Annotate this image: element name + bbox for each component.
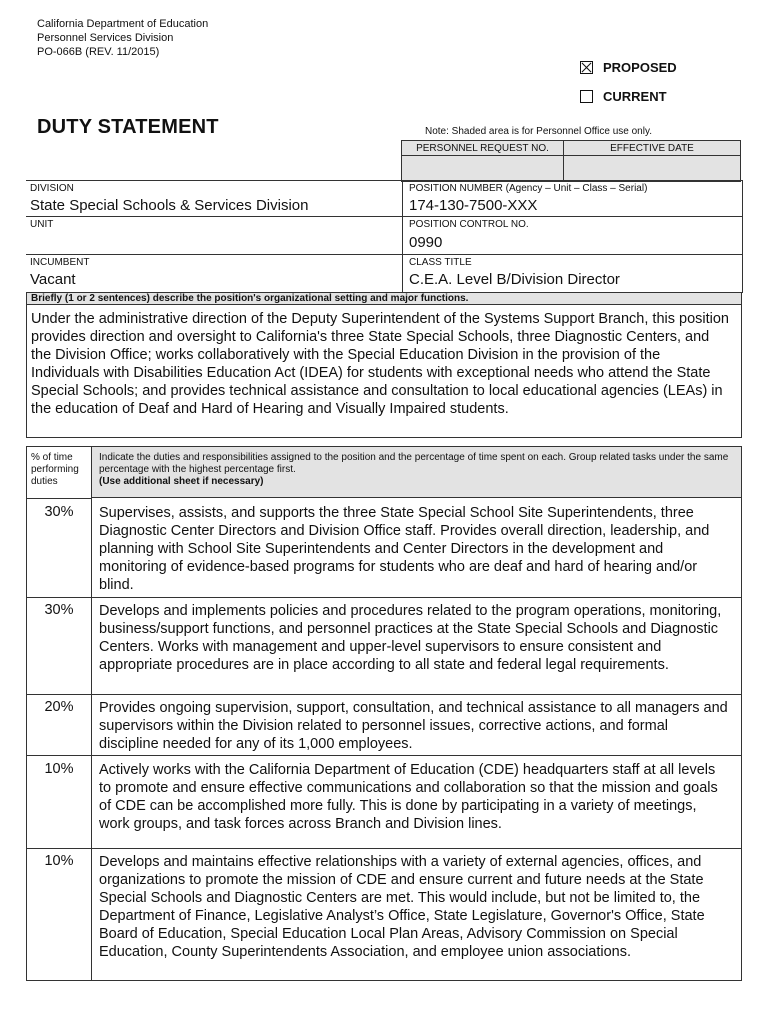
proposed-checkbox[interactable] — [580, 61, 593, 74]
division-field[interactable]: State Special Schools & Services Division — [30, 197, 309, 214]
pct-header: % of time performing duties — [31, 452, 79, 487]
position-control-field[interactable]: 0990 — [409, 234, 443, 251]
instructions: Indicate the duties and responsibilities assigned to the position and the percentage of time spent on each. Group related tasks under the same percentage with the highest percentage first. (Use additional sheet if necessary) — [99, 452, 729, 487]
duty-text[interactable]: Develops and maintains effective relationships with a variety of external agencies, offices, and organizations to promote the mission of CDE and ensure current and future needs at the State Special Schools and Diagnostic Centers are met. This would include, but not be limited to, the Department of Finance, Legislative Analyst’s Office, State Legislature, Governor's Office, State Board of Education, Special Education Local Plan Areas, Advisory Commission on Special Education, County Superintendents Association, and employee union associations. — [99, 854, 705, 960]
shading-note: Note: Shaded area is for Personnel Office use only. — [425, 126, 652, 137]
agency-name: California Department of Education — [37, 18, 209, 30]
current-label: CURRENT — [603, 89, 667, 104]
position-fields — [26, 180, 743, 293]
class-title-label: CLASS TITLE — [409, 257, 472, 268]
duty-percent[interactable]: 10% — [44, 853, 74, 869]
page-title: DUTY STATEMENT — [37, 116, 219, 138]
duty-percent[interactable]: 10% — [44, 761, 74, 777]
duty-row — [27, 695, 741, 756]
class-title-field[interactable]: C.E.A. Level B/Division Director — [409, 271, 620, 288]
duty-text[interactable]: Supervises, assists, and supports the three State Special School Site Superintendents, three Diagnostic Center Directors and Division Office staff. Provides overall direction, leadership, and planning with School Site Superintendents and Center Directors in the development and monitoring of evidence-based programs for students who are deaf and hard of hearing and/or blind. — [99, 505, 710, 593]
position-number-label: POSITION NUMBER (Agency – Unit – Class – Serial) — [409, 183, 648, 194]
duty-percent[interactable]: 30% — [44, 504, 74, 520]
additional-sheet-note: (Use additional sheet if necessary) — [99, 476, 264, 487]
current-option[interactable] — [580, 89, 667, 104]
duty-row — [27, 499, 741, 598]
form-number: PO-066B (REV. 11/2015) — [37, 46, 160, 58]
form-header — [37, 17, 208, 59]
description-section — [26, 292, 742, 438]
personnel-office-box — [401, 140, 741, 182]
unit-label: UNIT — [30, 219, 54, 230]
division-label: DIVISION — [30, 183, 74, 194]
duty-row — [27, 849, 741, 980]
duties-table — [26, 446, 742, 981]
request-no-label: PERSONNEL REQUEST NO. — [416, 143, 549, 154]
proposed-option[interactable] — [580, 60, 677, 75]
duty-text[interactable]: Develops and implements policies and procedures related to the program operations, monitoring, business/support functions, and personnel practices at the State Special Schools and Diagnostic Centers. Works with management and upper-level supervisors to ensure consistent and appropriate procedures are in place according to all state and federal legal requirements. — [99, 603, 722, 673]
duty-percent[interactable]: 30% — [44, 602, 74, 618]
current-checkbox[interactable] — [580, 90, 593, 103]
position-control-label: POSITION CONTROL NO. — [409, 219, 529, 230]
description-text[interactable]: Under the administrative direction of the Deputy Superintendent of the Systems Support Branch, this position provides direction and oversight to California's three State Special Schools, three Diagnostic Centers, and the Division Office; works collaboratively with the Special Education Division in the provision of the Individuals with Disabilities Education Act (IDEA) for students with exceptional needs who attend the State Special Schools; and provides technical assistance and consultation to local educational agencies (LEAs) in the education of Deaf and Hard of Hearing and Visually Impaired students. — [31, 311, 729, 417]
position-number-field[interactable]: 174-130-7500-XXX — [409, 197, 538, 214]
duty-text[interactable]: Provides ongoing supervision, support, consultation, and technical assistance to all managers and supervisors within the Division related to personnel issues, corrective actions, and formal discipline needed for any of its 1,000 employees. — [99, 700, 728, 752]
duty-row — [27, 756, 741, 849]
effective-date-label: EFFECTIVE DATE — [610, 143, 694, 154]
proposed-label: PROPOSED — [603, 60, 677, 75]
incumbent-field[interactable]: Vacant — [30, 271, 76, 288]
duty-percent[interactable]: 20% — [44, 699, 74, 715]
duty-row — [27, 598, 741, 695]
description-label: Briefly (1 or 2 sentences) describe the position's organizational setting and major functions. — [31, 293, 469, 304]
division-name: Personnel Services Division — [37, 32, 174, 44]
incumbent-label: INCUMBENT — [30, 257, 90, 268]
duty-text[interactable]: Actively works with the California Department of Education (CDE) headquarters staff at all levels to promote and ensure effective communications and collaboration so that the mission and goals of CDE can be accomplished more fully. This is done by participating in a variety of meetings, work groups, and task forces across Branch and Division lines. — [99, 762, 718, 832]
